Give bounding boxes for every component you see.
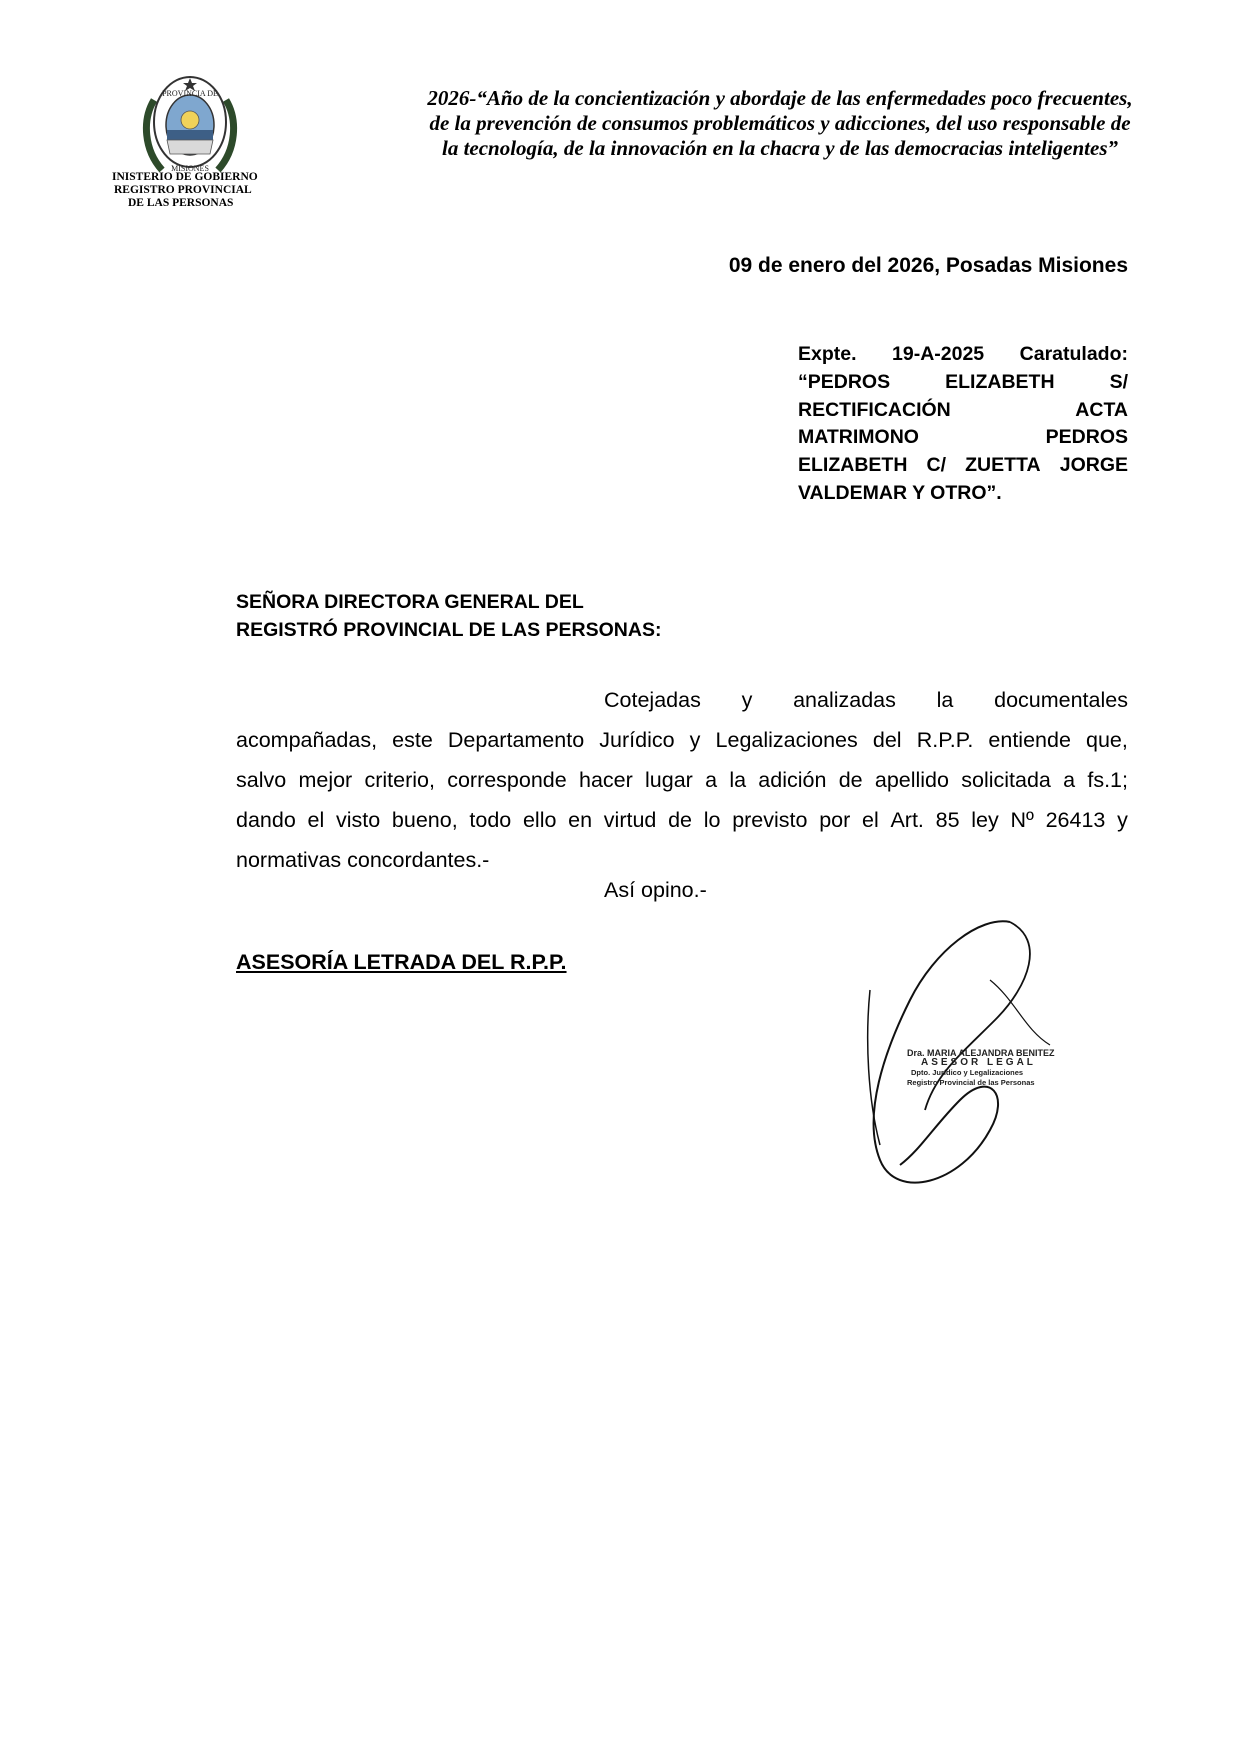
ministry-line: REGISTRO PROVINCIAL bbox=[114, 184, 252, 196]
stamp-line: Dra. MARIA ALEJANDRA BENITEZ bbox=[907, 1048, 1055, 1058]
body-line: normativas concordantes.- bbox=[236, 848, 490, 872]
addressee-line: REGISTRÓ PROVINCIAL DE LAS PERSONAS: bbox=[236, 619, 662, 641]
motto-line: de la prevención de consumos problemáticos y adicciones, del uso responsable de bbox=[429, 111, 1131, 135]
motto-line: la tecnología, de la innovación en la chacra y de las democracias inteligentes” bbox=[441, 136, 1119, 160]
addressee bbox=[236, 588, 661, 644]
expediente-line: “PEDROS ELIZABETH S/ bbox=[798, 370, 1128, 393]
expediente-line: Expte. 19-A-2025 Caratulado: bbox=[798, 343, 1128, 365]
stamp-line: Dpto. Jurídico y Legalizaciones bbox=[911, 1068, 1024, 1077]
expediente-line: ELIZABETH C/ ZUETTA JORGE bbox=[798, 454, 1128, 477]
svg-text:PROVINCIA DE: PROVINCIA DE bbox=[162, 89, 218, 98]
body-line: dando el visto bueno, todo ello en virtud de lo previsto por el Art. 85 ley Nº 26413 y bbox=[236, 808, 1128, 832]
expediente-caption bbox=[798, 341, 1128, 508]
provincia-de-misiones-coat-of-arms-icon bbox=[140, 70, 240, 178]
body-paragraph bbox=[236, 680, 1128, 880]
body-line: salvo mejor criterio, corresponde hacer lugar a la adición de apellido solicitada a fs.1; bbox=[236, 768, 1128, 792]
body-line: Cotejadas y analizadas la documentales bbox=[604, 688, 1128, 712]
date-line: 09 de enero del 2026, Posadas Misiones bbox=[728, 254, 1128, 277]
expediente-line: MATRIMONO PEDROS bbox=[798, 426, 1128, 449]
stamp-line: Registro Provincial de las Personas bbox=[907, 1078, 1035, 1087]
expediente-line: VALDEMAR Y OTRO”. bbox=[798, 481, 1002, 504]
ministry-line: INISTERIO DE GOBIERNO bbox=[112, 171, 258, 183]
ministry-letterhead bbox=[112, 171, 312, 210]
svg-text:MISIONES: MISIONES bbox=[171, 164, 209, 173]
stamp-line: ASESOR LEGAL bbox=[921, 1057, 1036, 1068]
motto-line: 2026-“Año de la concientización y abordaje de las enfermedades poco frecuentes, bbox=[427, 86, 1133, 110]
body-line: acompañadas, este Departamento Jurídico y Legalizaciones del R.P.P. entiende que, bbox=[236, 728, 1128, 752]
expediente-line: RECTIFICACIÓN ACTA bbox=[798, 398, 1128, 421]
ministry-line: DE LAS PERSONAS bbox=[128, 197, 234, 209]
signature-stamp bbox=[907, 1048, 1077, 1088]
closing-line: Así opino.- bbox=[604, 878, 707, 902]
footer-title: ASESORÍA LETRADA DEL R.P.P. bbox=[236, 950, 567, 974]
year-motto bbox=[380, 86, 1180, 161]
addressee-line: SEÑORA DIRECTORA GENERAL DEL bbox=[236, 591, 584, 613]
